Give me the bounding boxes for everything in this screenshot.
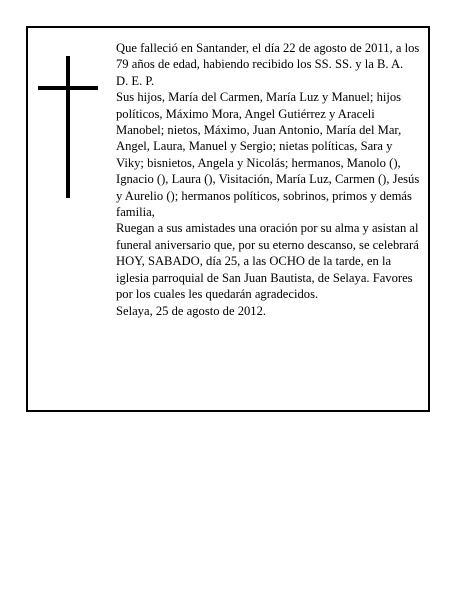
cross-horizontal-bar: [38, 86, 98, 90]
cross-vertical-bar: [66, 56, 70, 198]
notice-intro: Que falleció en Santander, el día 22 de agosto de 2011, a los 79 años de edad, habiendo recibido los SS. SS. y la B. A.: [116, 41, 420, 72]
notice-signoff: Selaya, 25 de agosto de 2012.: [116, 303, 267, 318]
notice-rip: D. E. P.: [116, 73, 155, 88]
cross-icon: [38, 56, 98, 198]
obituary-notice: [26, 26, 430, 412]
notice-request: Ruegan a sus amistades una oración por su alma y asistan al funeral aniversario que, por su eterno descanso, se celebrará HOY, SABADO, día 25, a las OCHO de la tarde, en la iglesia parroquial de San Juan Bautista, de Selaya. Favores por los cuales les quedarán agradecidos.: [116, 221, 419, 302]
notice-body: [116, 40, 422, 319]
notice-family: Sus hijos, María del Carmen, María Luz y Manuel; hijos políticos, Máximo Mora, Angel Gutiérrez y Araceli Manobel; nietos, Máximo, Juan Antonio, María del Mar, Angel, Laura, Manuel y Sergio; nietas políticas, Sara y Viky; bisnietos, Angela y Nicolás; hermanos, Manolo (), Ignacio (), Laura (), Visitación, María Luz, Carmen (), Jesús y Aurelio (); hermanos políticos, sobrinos, primos y demás familia,: [116, 90, 420, 220]
